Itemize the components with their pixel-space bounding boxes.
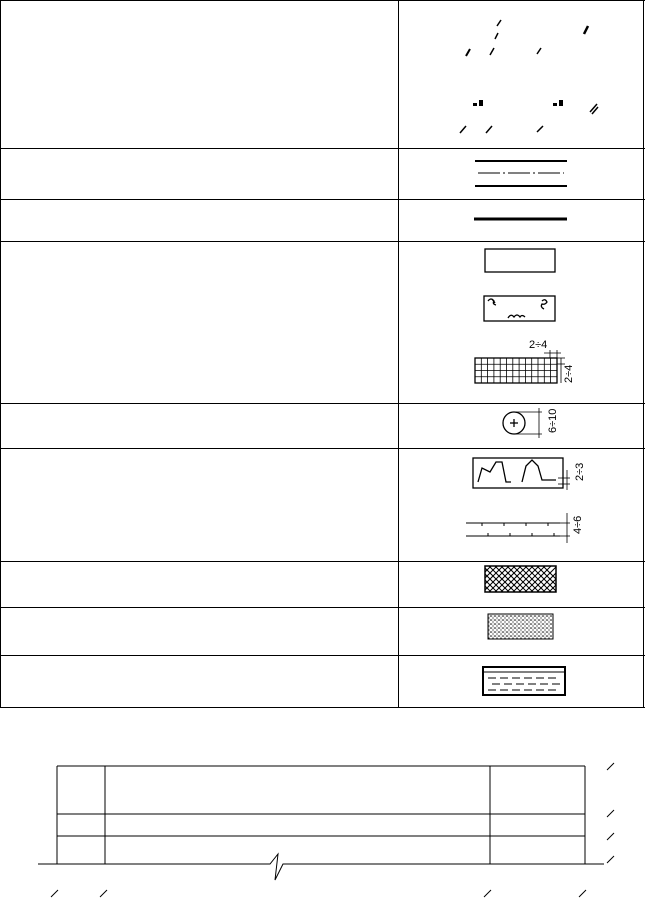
- dashed-dim-label: 4÷6: [572, 515, 584, 534]
- double-line-dashdot-symbol: [398, 148, 644, 199]
- rectangles-symbol: [398, 241, 644, 403]
- circle-plus-symbol: [398, 403, 644, 448]
- grid-dim-horizontal-label: 2÷4: [529, 339, 548, 351]
- wavy-dim-label: 2÷3: [574, 462, 586, 481]
- table-border-bottom: [0, 707, 645, 708]
- crosshatch-symbol: [398, 561, 644, 607]
- stippled-symbol: [398, 607, 644, 655]
- thick-line-symbol: [398, 199, 644, 241]
- table-border-left: [0, 0, 1, 708]
- scattered-marks-symbol: [398, 0, 644, 148]
- wavy-reinforcement-symbol: [398, 448, 644, 561]
- grid-dim-vertical-label: 2÷4: [563, 364, 575, 383]
- circle-dim-label: 6÷10: [547, 408, 559, 433]
- dashed-fill-symbol: [398, 655, 644, 707]
- lower-table-fragment: [0, 740, 645, 901]
